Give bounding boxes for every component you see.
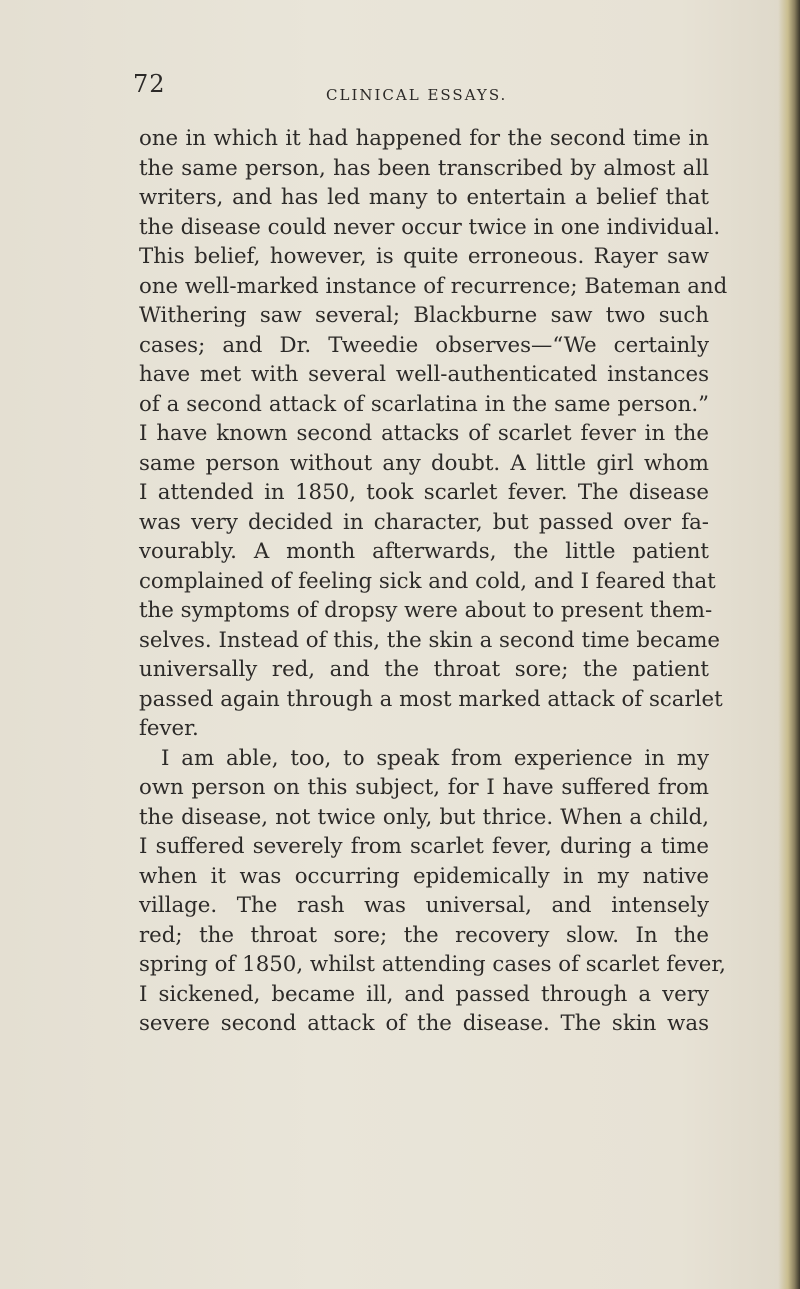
text-line: have met with several well-authenticated instances — [139, 362, 709, 387]
page-edge-shadow — [778, 0, 800, 1289]
text-line: universally red, and the throat sore; the patient — [139, 657, 709, 682]
text-line: I attended in 1850, took scarlet fever. The disease — [139, 480, 709, 505]
text-line: was very decided in character, but passed over fa- — [139, 509, 709, 535]
text-line: vourably. A month afterwards, the little patient — [139, 539, 709, 564]
text-line: the symptoms of dropsy were about to present them- — [139, 598, 713, 623]
text-line: Withering saw several; Blackburne saw two such — [139, 303, 709, 328]
text-line: I suffered severely from scarlet fever, during a time — [139, 834, 709, 859]
text-line: one in which it had happened for the second time in — [139, 126, 709, 151]
text-line: when it was occurring epidemically in my native — [139, 863, 709, 889]
text-line: complained of feeling sick and cold, and I feared that — [139, 568, 716, 594]
text-line: own person on this subject, for I have suffered from — [139, 775, 709, 800]
text-line: passed again through a most marked attack of scarlet — [139, 686, 723, 712]
text-line: the disease, not twice only, but thrice. When a child, — [139, 804, 709, 830]
text-line: severe second attack of the disease. The skin was — [139, 1011, 709, 1036]
text-line: of a second attack of scarlatina in the same person.” — [139, 391, 709, 417]
running-head: CLINICAL ESSAYS. — [326, 86, 508, 104]
text-line: one well-marked instance of recurrence; Bateman and — [139, 273, 728, 299]
text-line: fever. — [139, 716, 199, 741]
text-line: I am able, too, to speak from experience in my — [161, 745, 709, 771]
text-line: I sickened, became ill, and passed through a very — [139, 981, 709, 1007]
text-line: writers, and has led many to entertain a belief that — [139, 185, 709, 210]
text-line: selves. Instead of this, the skin a second time became — [139, 627, 721, 653]
text-line: the same person, has been transcribed by almost all — [139, 155, 709, 181]
text-line: I have known second attacks of scarlet fever in the — [139, 421, 709, 446]
text-line: the disease could never occur twice in one individual. — [139, 214, 721, 240]
text-line: red; the throat sore; the recovery slow. In the — [139, 922, 709, 948]
text-line: same person without any doubt. A little girl whom — [139, 450, 709, 476]
body-text — [139, 124, 728, 1039]
text-line: This belief, however, is quite erroneous. Rayer saw — [139, 244, 709, 269]
page-number: 72 — [133, 70, 166, 98]
text-line: cases; and Dr. Tweedie observes—“We certainly — [139, 332, 709, 358]
text-line: spring of 1850, whilst attending cases of scarlet fever, — [139, 952, 726, 977]
text-line: village. The rash was universal, and intensely — [139, 893, 709, 918]
